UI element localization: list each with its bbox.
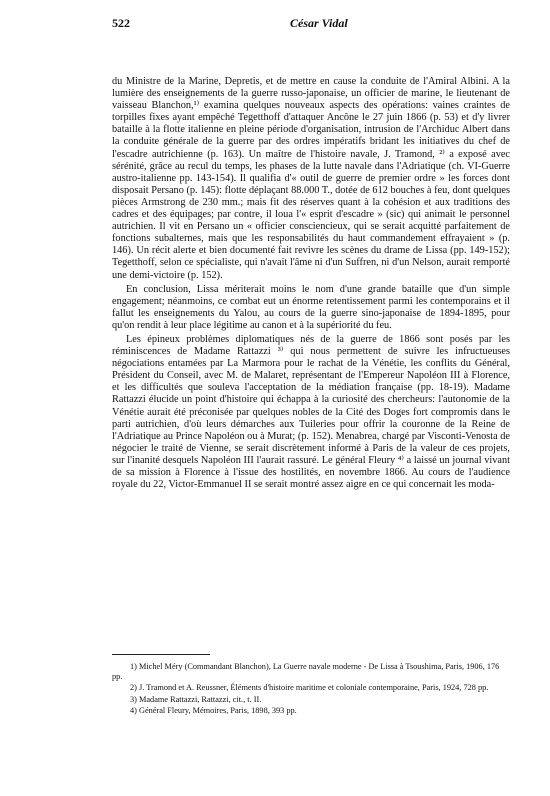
footnote: 3) Madame Rattazzi, Rattazzi, cit., t. II. xyxy=(130,694,262,704)
footnote: 4) Général Fleury, Mémoires, Paris, 1898, 393 pp. xyxy=(130,705,297,715)
footnote: 2) J. Tramond et A. Reussner, Éléments d'histoire maritime et coloniale contemporaine, Paris, 1924, 728 pp. xyxy=(130,683,489,693)
footnote-rule xyxy=(112,654,210,655)
paragraph: En conclusion, Lissa mériterait moins le nom d'une grande bataille que d'un simple engagement; néanmoins, ce combat eut un énorme retentissement parmi les contemporains et il fallut les enseignements du Yalou, au cours de la guerre sino-japonaise de 1894-1895, pour qu'on rendit à leur place légitime au canon et à la supériorité du feu. xyxy=(112,283,510,331)
page-number: 522 xyxy=(112,16,130,30)
body-text xyxy=(112,76,510,493)
page-header xyxy=(112,16,508,32)
paragraph: du Ministre de la Marine, Depretis, et de mettre en cause la conduite de l'Amiral Albini. A la lumière des enseignements de la guerre russo-japonaise, un officier de marine, le lieutenant de vaisseau Blanchon,¹⁾ examina quelques nouveaux aspects des opérations: vaines craintes de torpilles fixes ayant empêché Tegetthoff d'attaquer Ancône le 27 juin 1866 (p. 53) et d'y livrer bataille à la flotte italienne en pleine période d'organisation, intrusion de l'Archiduc Albert dans la conduite générale de la guerre par des ordres impératifs bridant les initiatives du chef de l'escadre autrichienne (p. 163). Un maître de l'histoire navale, J. Tramond, ²⁾ a exposé avec sérénité, grâce au recul du temps, les phases de la lutte navale dans l'Adriatique (ch. VI-Guerre austro-italienne pp. 143-154). Il qualifia d'« outil de guerre de premier ordre » les forces dont disposait Persano (p. 145): flotte déplaçant 88.000 T., dotée de 612 bouches à feu, dont quelques pièces Armstrong de 230 mm.; mais fit des réserves quant à la cohésion et aux traditions des cadres et des équipages; par contre, il loua l'« esprit d'escadre » (sic) qui animait le personnel autrichien. Il vit en Persano un « officier consciencieux, qui se serait acquitté parfaitement de fonctions subalternes, mais que les responsabilités du haut commandement effrayaient » (p. 146). Un récit alerte et bien documenté fait revivre les scènes du drame de Lissa (pp. 149-152); Tegetthoff, selon ce spécialiste, qui n'avait l'âme ni d'un Suffren, ni d'un Nelson, aurait remporté une demi-victoire (p. 152). xyxy=(112,76,510,281)
footnotes xyxy=(112,662,510,717)
paragraph: Les épineux problèmes diplomatiques nés de la guerre de 1866 sont posés par les réminiscences de Madame Rattazzi ³⁾ qui nous permettent de suivre les infructueuses négociations entamées par La Marmora pour le rachat de la Vénétie, les conflits du Général, Président du Conseil, avec M. de Malaret, représentant de l'Empereur Napoléon III à Florence, et les difficultés que souleva l'acceptation de la médiation française (pp. 18-19). Madame Rattazzi élucide un point d'histoire qui échappa à la curiosité des chercheurs: l'autonomie de la Vénétie aurait été préconisée par quelques nobles de la Cité des Doges fort compromis dans le parti autrichien, d'où leurs démarches aux Tuileries pour offrir la couronne de la Reine de l'Adriatique au Prince Napoléon ou à Murat; (p. 152). Menabrea, chargé par Visconti-Venosta de négocier le traité de Vienne, se serait discrètement informé à Paris de la valeur de ces projets, sur l'inanité desquels Napoléon III l'aurait rassuré. Le général Fleury ⁴⁾ a laissé un journal vivant de sa mission à Florence à l'issue des hostilités, en novembre 1866. Au cours de l'audience royale du 22, Victor-Emmanuel II se serait montré assez aigre en ce qui concernait les moda- xyxy=(112,333,510,491)
running-head: César Vidal xyxy=(290,16,348,30)
footnote: 1) Michel Méry (Commandant Blanchon), La Guerre navale moderne - De Lissa à Tsoushima, Paris, 1906, 176 pp. xyxy=(112,662,500,682)
